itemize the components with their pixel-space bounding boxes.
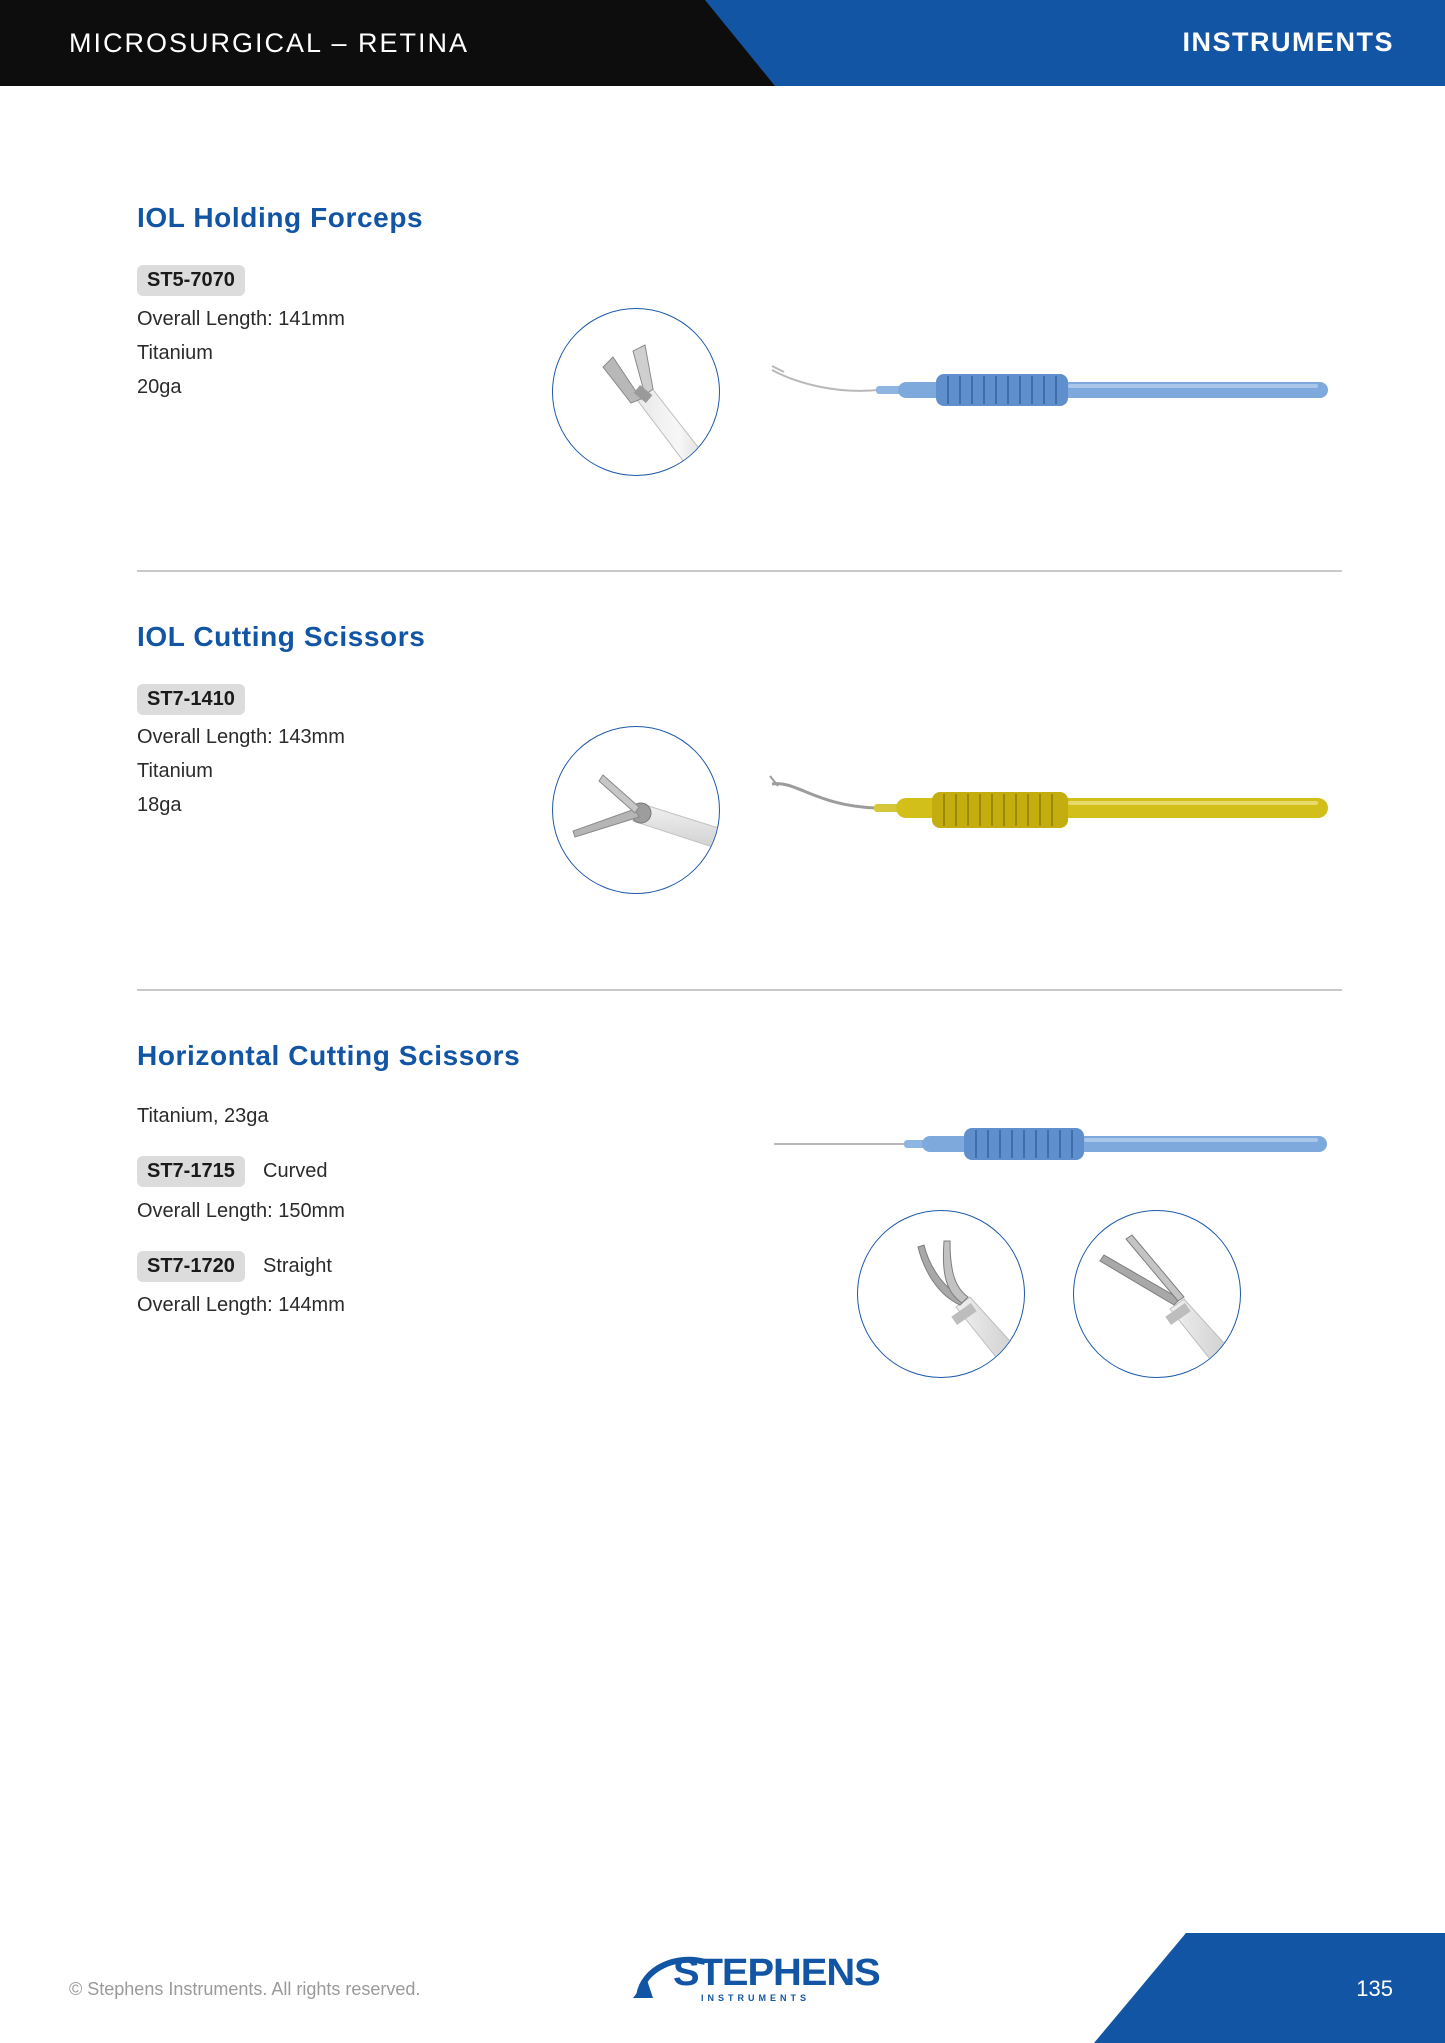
- forceps-instrument: [768, 360, 1328, 420]
- curved-tip-detail: [857, 1210, 1025, 1378]
- spec-length: Overall Length: 144mm: [137, 1294, 345, 1316]
- spec-length: Overall Length: 143mm: [137, 726, 345, 748]
- spec-length: Overall Length: 141mm: [137, 308, 345, 330]
- section-title: MICROSURGICAL – RETINA: [69, 28, 470, 58]
- straight-tip-detail: [1073, 1210, 1241, 1378]
- spec-material: Titanium: [137, 760, 213, 782]
- horizontal-scissors-instrument: [772, 1122, 1332, 1166]
- category-title: INSTRUMENTS: [1182, 27, 1394, 57]
- product-title: IOL Holding Forceps: [137, 202, 424, 233]
- scissors-instrument: [766, 770, 1332, 834]
- sku-badge: ST7-1720: [137, 1251, 245, 1282]
- sku-badge: ST5-7070: [137, 265, 245, 296]
- variant-type: Straight: [263, 1255, 332, 1277]
- section-divider: [137, 570, 1342, 572]
- logo-subtext: INSTRUMENTS: [701, 1993, 810, 2003]
- logo-wordmark: STEPHENS: [673, 1952, 880, 1994]
- page-number: 135: [1356, 1976, 1393, 2001]
- scissors-tip-detail: [552, 726, 720, 894]
- variant-type: Curved: [263, 1160, 328, 1182]
- sku-badge: ST7-1715: [137, 1156, 245, 1187]
- sku-badge: ST7-1410: [137, 684, 245, 715]
- spec-gauge: 20ga: [137, 376, 182, 398]
- spec-common: Titanium, 23ga: [137, 1105, 269, 1127]
- forceps-tip-detail: [552, 308, 720, 476]
- spec-gauge: 18ga: [137, 794, 182, 816]
- stephens-logo: [633, 1950, 880, 2008]
- product-title: IOL Cutting Scissors: [137, 621, 426, 652]
- copyright-text: © Stephens Instruments. All rights reserved.: [69, 1979, 421, 1999]
- section-divider: [137, 989, 1342, 991]
- spec-length: Overall Length: 150mm: [137, 1200, 345, 1222]
- product-title: Horizontal Cutting Scissors: [137, 1040, 521, 1071]
- spec-material: Titanium: [137, 342, 213, 364]
